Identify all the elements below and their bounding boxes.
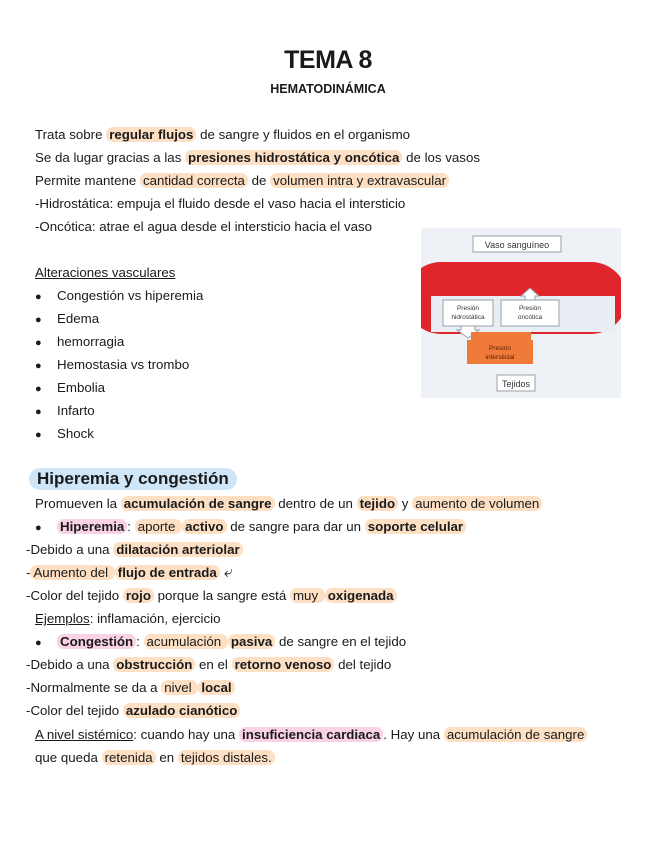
section-heading: Hiperemia y congestión	[29, 468, 237, 490]
list-item: ● Edema	[35, 311, 100, 326]
congestion-detail-2: -Normalmente se da a nivel local	[26, 679, 235, 697]
interstitial-label-2: intersticial	[485, 354, 515, 361]
list-item: ● hemorragia	[35, 334, 125, 349]
list-item: ● Shock	[35, 426, 94, 441]
intro-line-1: Trata sobre regular flujos de sangre y fluidos en el organismo	[35, 127, 411, 142]
congestion-detail-3: -Color del tejido azulado cianótico	[26, 702, 240, 720]
hiperemia-detail-3: -Color del tejido rojo porque la sangre está muy oxigenada	[26, 587, 397, 605]
intro-line-4: -Hidrostática: empuja el fluido desde el vaso hacia el intersticio	[35, 196, 406, 211]
tissue-label: Tejidos	[501, 379, 531, 389]
list-item: ● Hemostasia vs trombo	[35, 357, 190, 372]
systemic-line-1: A nivel sistémico: cuando hay una insuficiencia cardiaca . Hay una acumulación de sangre	[35, 726, 587, 744]
list-item: ● Infarto	[35, 403, 95, 418]
page-title: TEMA 8	[284, 46, 372, 74]
hiperemia-detail-2: - Aumento del flujo de entrada ⤶	[26, 564, 233, 581]
hydrostatic-label-1: Presión	[456, 305, 480, 312]
list-item: ● Congestión vs hiperemia	[35, 288, 204, 303]
interstitial-bar	[471, 332, 531, 340]
oncotic-box	[501, 300, 559, 326]
intro-line-3: Permite mantene cantidad correcta de volumen intra y extravascular	[35, 172, 449, 190]
oncotic-label-1: Presión	[518, 305, 542, 312]
pressure-diagram	[421, 228, 621, 398]
pressure-diagram-svg	[421, 228, 621, 398]
hiperemia-detail-1: -Debido a una dilatación arteriolar	[26, 541, 243, 559]
congestion-item: ● Congestión : acumulación pasiva de sangre en el tejido	[35, 634, 407, 649]
hydrostatic-label-2: hidrostática	[451, 314, 485, 321]
oncotic-label-2: oncótica	[517, 314, 543, 321]
hydrostatic-box	[443, 300, 493, 326]
examples-line: Ejemplos: inflamación, ejercicio	[35, 611, 221, 626]
list-item: ● Embolia	[35, 380, 106, 395]
section-intro: Promueven la acumulación de sangre dentro de un tejido y aumento de volumen	[35, 495, 542, 513]
systemic-line-2: que queda retenida en tejidos distales.	[35, 749, 275, 767]
alteraciones-heading: Alteraciones vasculares	[35, 265, 176, 280]
congestion-detail-1: -Debido a una obstrucción en el retorno venoso del tejido	[26, 657, 392, 672]
interstitial-label-1: Presión	[488, 345, 512, 352]
return-arrow-icon: ⤶	[223, 564, 233, 581]
hiperemia-item: ● Hiperemia : aporte activo de sangre para dar un soporte celular	[35, 518, 466, 537]
intro-line-2: Se da lugar gracias a las presiones hidrostática y oncótica de los vasos	[35, 150, 480, 165]
page-subtitle: HEMATODINÁMICA	[270, 82, 386, 96]
intro-line-5: -Oncótica: atrae el agua desde el intersticio hacia el vaso	[35, 219, 373, 234]
vessel-label: Vaso sanguíneo	[484, 240, 550, 250]
